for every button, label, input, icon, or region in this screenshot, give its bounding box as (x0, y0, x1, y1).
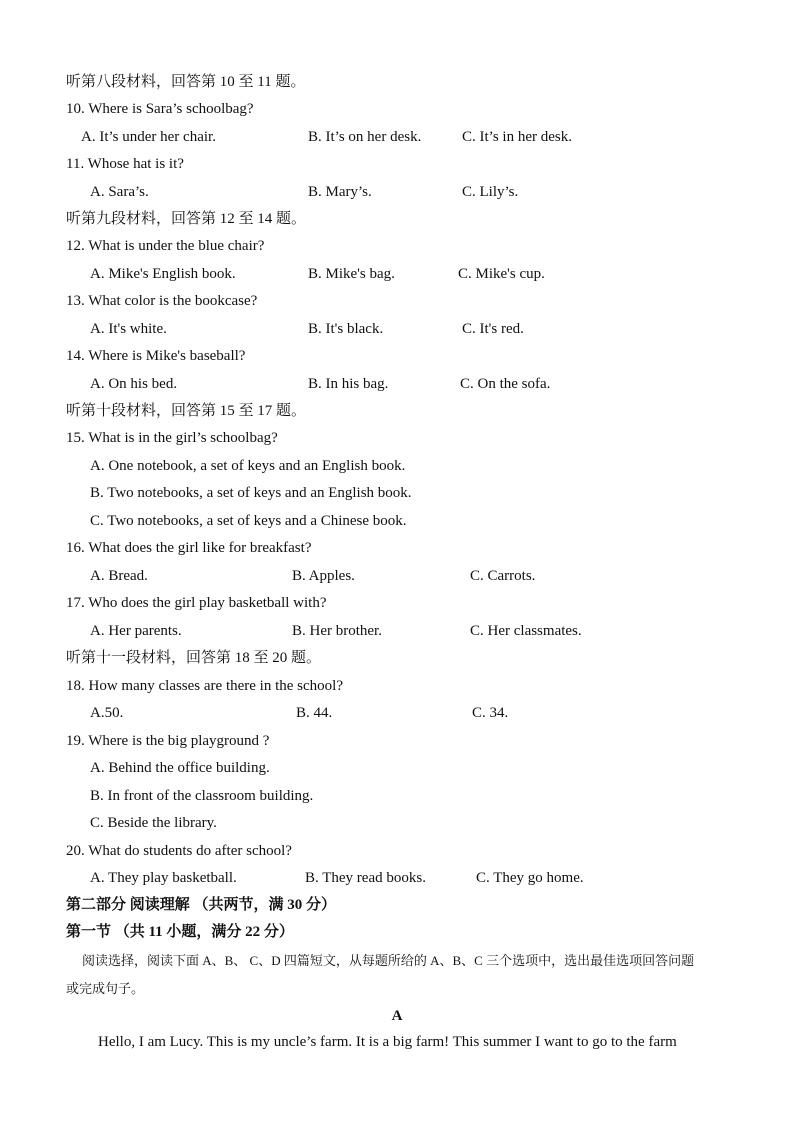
option-c: C. They go home. (476, 870, 584, 886)
option-b: B. They read books. (305, 870, 426, 886)
question-stem: 13. What color is the bookcase? (66, 293, 258, 309)
option-b: B. Mary’s. (308, 184, 372, 200)
option-a: A. Sara’s. (90, 184, 149, 200)
option-a: A. Mike's English book. (90, 266, 236, 282)
option-c: C. 34. (472, 705, 509, 721)
option-a: A. It's white. (90, 321, 167, 337)
option-c: C. On the sofa. (460, 376, 551, 392)
option-c: C. Her classmates. (470, 623, 582, 639)
question-stem: 10. Where is Sara’s schoolbag? (66, 101, 254, 117)
question-stem: 18. How many classes are there in the school? (66, 678, 343, 694)
option-b: B. Two notebooks, a set of keys and an English book. (90, 485, 412, 501)
question-stem: 16. What does the girl like for breakfast? (66, 540, 312, 556)
option-a: A. One notebook, a set of keys and an English book. (90, 458, 406, 474)
option-c: C. Lily’s. (462, 184, 519, 200)
option-b: B. It’s on her desk. (308, 129, 422, 145)
section-heading: 听第八段材料，回答第 10 至 11 题。 (66, 74, 306, 90)
option-b: B. Her brother. (292, 623, 382, 639)
option-c: C. It’s in her desk. (462, 129, 572, 145)
option-a: A.50. (90, 705, 124, 721)
option-a: A. It’s under her chair. (81, 129, 216, 145)
section-heading: 第一节 （共 11 小题，满分 22 分） (66, 924, 294, 940)
option-b: B. It's black. (308, 321, 384, 337)
option-b: B. 44. (296, 705, 333, 721)
option-c: C. Mike's cup. (458, 266, 545, 282)
option-b: B. In front of the classroom building. (90, 788, 314, 804)
option-c: C. It's red. (462, 321, 524, 337)
part-heading: 第二部分 阅读理解 （共两节，满 30 分） (66, 897, 337, 913)
option-a: A. Bread. (90, 568, 148, 584)
option-a: A. They play basketball. (90, 870, 237, 886)
question-stem: 11. Whose hat is it? (66, 156, 184, 172)
section-heading: 听第九段材料，回答第 12 至 14 题。 (66, 211, 307, 227)
question-stem: 19. Where is the big playground ? (66, 733, 270, 749)
option-b: B. In his bag. (308, 376, 389, 392)
option-c: C. Two notebooks, a set of keys and a Chinese book. (90, 513, 407, 529)
question-stem: 17. Who does the girl play basketball with? (66, 595, 327, 611)
question-stem: 20. What do students do after school? (66, 843, 292, 859)
question-stem: 12. What is under the blue chair? (66, 238, 265, 254)
option-b: B. Mike's bag. (308, 266, 395, 282)
option-b: B. Apples. (292, 568, 355, 584)
option-a: A. Her parents. (90, 623, 182, 639)
passage-text: Hello, I am Lucy. This is my uncle’s farm. It is a big farm! This summer I want to go to the farm (98, 1034, 677, 1050)
question-stem: 14. Where is Mike's baseball? (66, 348, 246, 364)
question-stem: 15. What is in the girl’s schoolbag? (66, 430, 278, 446)
passage-label: A (391, 1008, 403, 1024)
option-c: C. Carrots. (470, 568, 536, 584)
instruction-text: 阅读选择，阅读下面 A、B、 C、D 四篇短文，从每题所给的 A、B、C 三个选项中，选出最佳选项回答问题 (82, 953, 695, 968)
section-heading: 听第十一段材料，回答第 18 至 20 题。 (66, 650, 322, 666)
section-heading: 听第十段材料，回答第 15 至 17 题。 (66, 403, 307, 419)
option-a: A. On his bed. (90, 376, 178, 392)
option-c: C. Beside the library. (90, 815, 217, 831)
option-a: A. Behind the office building. (90, 760, 270, 776)
instruction-text: 或完成句子。 (66, 981, 145, 996)
